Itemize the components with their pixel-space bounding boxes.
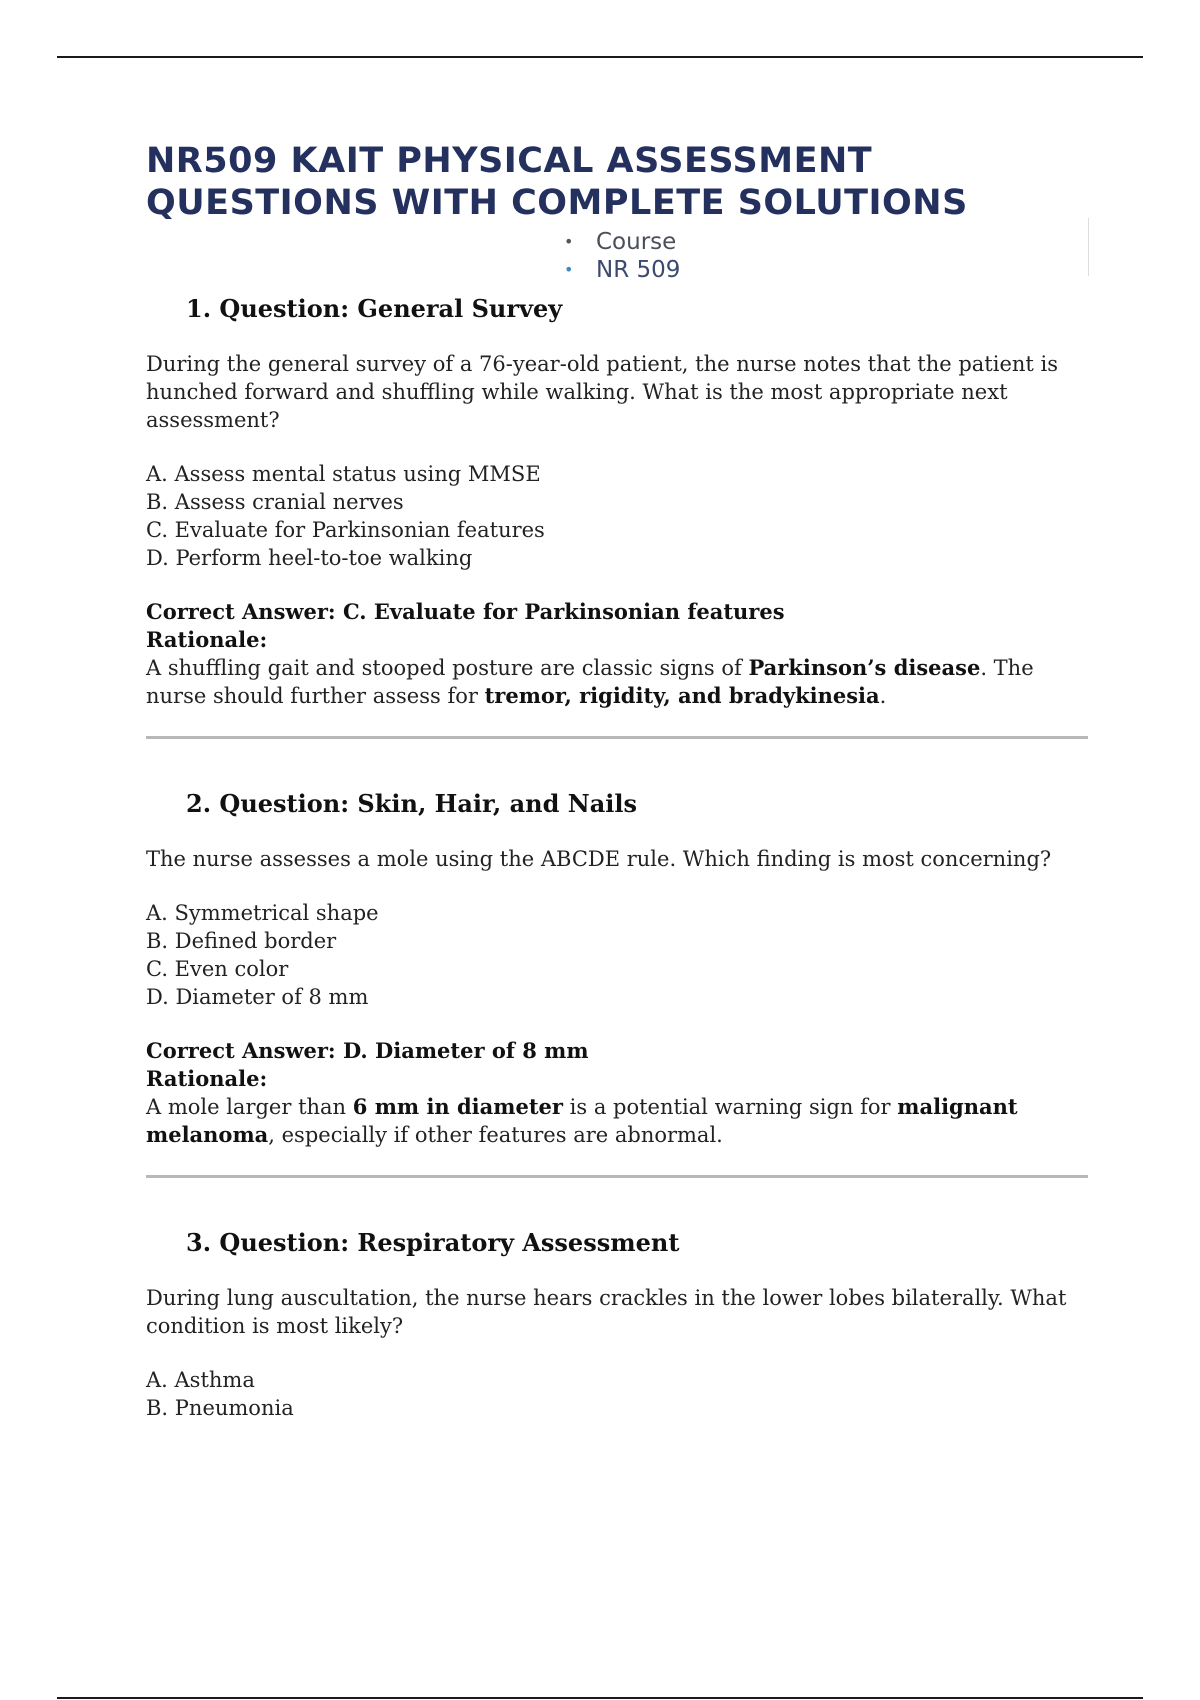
rationale-part: is a potential warning sign for xyxy=(562,1095,898,1119)
question-1 xyxy=(146,294,1088,739)
course-label: Course xyxy=(596,229,677,255)
course-code: NR 509 xyxy=(596,257,681,283)
correct-answer: Correct Answer: D. Diameter of 8 mm xyxy=(146,1038,589,1063)
option-b: B. Assess cranial nerves xyxy=(146,490,404,514)
question-heading: 1. Question: General Survey xyxy=(186,294,563,323)
course-code-item xyxy=(556,256,680,284)
section-divider xyxy=(146,1175,1088,1178)
option-b: B. Defined border xyxy=(146,929,337,953)
rationale-text xyxy=(146,1093,1088,1149)
rationale-label: Rationale: xyxy=(146,627,268,652)
question-text: The nurse assesses a mole using the ABCDE rule. Which finding is most concerning? xyxy=(146,847,1052,871)
option-b: B. Pneumonia xyxy=(146,1396,294,1420)
document-content xyxy=(146,140,1088,1422)
question-text: During the general survey of a 76-year-old patient, the nurse notes that the patient is hunched forward and shuffling while walking. What is the most appropriate next assessment? xyxy=(146,352,1059,432)
top-page-rule xyxy=(57,56,1143,58)
rationale-emphasis: 6 mm in diameter xyxy=(352,1094,563,1119)
option-a: A. Assess mental status using MMSE xyxy=(146,462,541,486)
question-3 xyxy=(146,1228,1088,1422)
section-divider xyxy=(146,736,1088,739)
title-line-2: QUESTIONS WITH COMPLETE SOLUTIONS xyxy=(146,183,968,223)
correct-answer: Correct Answer: C. Evaluate for Parkinsonian features xyxy=(146,599,785,624)
answer-options xyxy=(146,1366,1088,1422)
option-d: D. Perform heel-to-toe walking xyxy=(146,546,473,570)
question-2 xyxy=(146,789,1088,1178)
bottom-page-rule xyxy=(57,1697,1143,1699)
question-text: During lung auscultation, the nurse hears crackles in the lower lobes bilaterally. What condition is most likely? xyxy=(146,1286,1067,1338)
answer-options xyxy=(146,460,1088,572)
option-a: A. Asthma xyxy=(146,1368,255,1392)
option-d: D. Diameter of 8 mm xyxy=(146,985,369,1009)
answer-options xyxy=(146,899,1088,1011)
rationale-part: . xyxy=(879,684,887,708)
rationale-label: Rationale: xyxy=(146,1066,268,1091)
rationale-part: , especially if other features are abnormal. xyxy=(268,1123,723,1147)
course-label-item xyxy=(556,228,680,256)
meta-separator xyxy=(1088,218,1089,276)
rationale-part: A mole larger than xyxy=(146,1095,353,1119)
bullet-icon: • xyxy=(564,260,574,279)
option-c: C. Evaluate for Parkinsonian features xyxy=(146,518,545,542)
bullet-icon: • xyxy=(564,232,574,251)
question-heading: 3. Question: Respiratory Assessment xyxy=(186,1228,680,1257)
option-c: C. Even color xyxy=(146,957,289,981)
rationale-emphasis: Parkinson’s disease xyxy=(748,655,981,680)
rationale-emphasis: tremor, rigidity, and bradykinesia xyxy=(484,683,880,708)
rationale-text xyxy=(146,654,1088,710)
document-title xyxy=(146,140,1088,224)
title-line-1: NR509 KAIT PHYSICAL ASSESSMENT xyxy=(146,141,873,181)
rationale-part: A shuffling gait and stooped posture are classic signs of xyxy=(146,656,749,680)
question-heading: 2. Question: Skin, Hair, and Nails xyxy=(186,789,637,818)
option-a: A. Symmetrical shape xyxy=(146,901,379,925)
rationale-emphasis: malignant melanoma xyxy=(146,1094,1018,1147)
rationale-part: . The nurse should further assess for xyxy=(146,656,1034,708)
course-meta xyxy=(146,228,1088,286)
course-meta-list xyxy=(556,228,680,284)
